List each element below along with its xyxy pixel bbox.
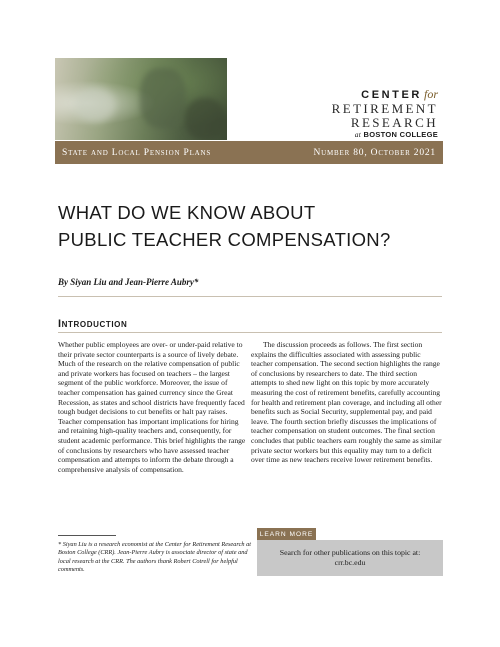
author-footnote: * Siyan Liu is a research economist at the Center for Retirement Research at Boston College (CRR). Jean-Pierre Aubry is associate director of state and local research at the CRR. The authors thank Robert Cotrell for helpful comments.	[58, 541, 252, 573]
learn-more-text: Search for other publications on this topic at:	[279, 548, 421, 557]
logo-line-center: CENTER for	[361, 87, 438, 101]
header-photo	[55, 58, 227, 140]
logo-line-research: RESEARCH	[350, 115, 438, 130]
footnote-divider	[58, 535, 116, 536]
learn-more-tab: LEARN MORE	[257, 528, 316, 540]
section-heading: Introduction	[58, 318, 128, 330]
byline-divider	[58, 296, 442, 297]
section-divider	[58, 332, 442, 333]
learn-more-link[interactable]: crr.bc.edu	[334, 558, 366, 567]
logo-line-retirement: RETIREMENT	[331, 101, 438, 116]
crr-logo[interactable]	[332, 88, 438, 140]
logo-line-boston-college: at BOSTON COLLEGE	[354, 130, 438, 139]
body-column-right: The discussion proceeds as follows. The first section explains the difficulties associated with assessing public teacher compensation. The second section highlights the range of conclusions by researchers to date. The third section attempts to shed new light on this topic by more accurately measuring the cost of retirement benefits, carefully accounting for health and retirement plan coverage, and including all other benefits such as Social Security, supplemental pay, and paid leave. The fourth section briefly discusses the implications of teacher compensation on student outcomes. The final section concludes that public teachers earn roughly the same as similar private sector workers but this equality may turn to a deficit over time as new teachers receive lower retirement benefits.	[251, 340, 442, 465]
title-line-1: WHAT DO WE KNOW ABOUT	[58, 202, 316, 223]
title-line-2: PUBLIC TEACHER COMPENSATION?	[58, 229, 391, 250]
issue-number: Number 80, October 2021	[313, 147, 436, 158]
page-title	[58, 199, 458, 253]
learn-more-box[interactable]	[257, 540, 443, 576]
series-name: State and Local Pension Plans	[62, 147, 212, 158]
body-column-left: Whether public employees are over- or under-paid relative to their private sector counterparts is a source of lively debate. Much of the research on the relative compensation of public and private workers has focused on teachers – the largest segment of the public workforce. Moreover, the issue of teacher compensation has gained currency since the Great Recession, as states and school districts have frequently faced tough budget decisions to cut benefits or halt pay raises. Teacher compensation has important implications for hiring and retaining high-quality teachers and, consequently, for student academic performance. This brief highlights the range of conclusions by researchers who have assessed teacher compensation and attempts to inform the debate through a comprehensive analysis of compensation.	[58, 340, 246, 474]
series-banner	[55, 141, 443, 164]
author-byline: By Siyan Liu and Jean-Pierre Aubry*	[58, 277, 199, 287]
